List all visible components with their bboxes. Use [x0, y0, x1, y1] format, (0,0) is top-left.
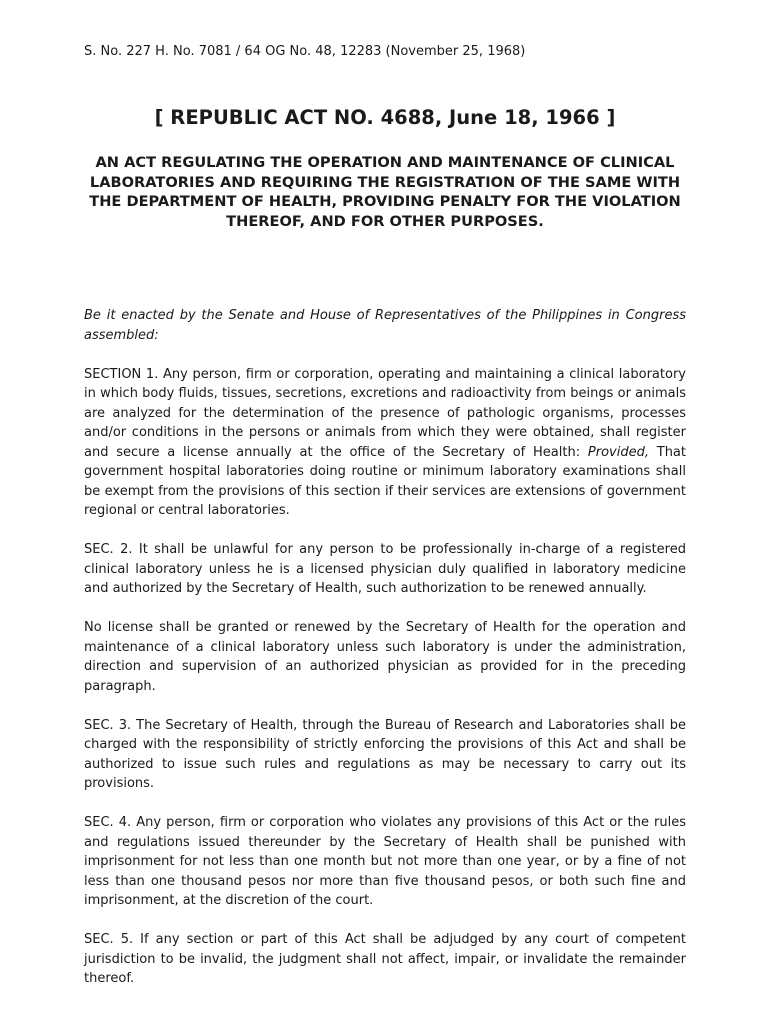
section-1-text: SECTION 1. Any person, firm or corporation, operating and maintaining a clinical laboratory in which body fluids, tissues, secretions, excretions and radioactivity from beings or animals are analyzed for the determination of the presence of pathologic organisms, processes and/or conditions in the persons or animals from which they were obtained, shall register and secure a license annually at the office of the Secretary of Health:: [84, 366, 686, 460]
enacting-clause: Be it enacted by the Senate and House of Representatives of the Philippines in Congress assembled:: [84, 308, 686, 343]
reference-line: S. No. 227 H. No. 7081 / 64 OG No. 48, 12283 (November 25, 1968): [84, 44, 526, 59]
section-1-proviso: That government hospital laboratories doing routine or minimum laboratory examinations shall be exempt from the provisions of this section if their services are extensions of government regional or central laboratories.: [84, 444, 686, 518]
section-2: SEC. 2. It shall be unlawful for any person to be professionally in-charge of a registered clinical laboratory unless he is a licensed physician duly qualified in laboratory medicine and authorized by the Secretary of Health, such authorization to be renewed annually.: [84, 542, 686, 596]
act-title: [ REPUBLIC ACT NO. 4688, June 18, 1966 ]: [154, 106, 616, 129]
section-1: [84, 365, 686, 521]
section-3: SEC. 3. The Secretary of Health, through the Bureau of Research and Laboratories shall be charged with the responsibility of strictly enforcing the provisions of this Act and shall be authorized to issue such rules and regulations as may be necessary to carry out its provisions.: [84, 717, 686, 791]
section-2-paragraph-2: No license shall be granted or renewed by the Secretary of Health for the operation and maintenance of a clinical laboratory unless such laboratory is under the administration, direction and supervision of an authorized physician as provided for in the preceding paragraph.: [84, 620, 686, 694]
document-body: [84, 306, 686, 1008]
act-subtitle: AN ACT REGULATING THE OPERATION AND MAINTENANCE OF CLINICAL LABORATORIES AND REQUIRING THE REGISTRATION OF THE SAME WITH THE DEPARTMENT OF HEALTH, PROVIDING PENALTY FOR THE VIOLATION THEREOF, AND FOR OTHER PURPOSES.: [89, 154, 681, 230]
section-1-provided: Provided,: [587, 444, 649, 460]
section-5: SEC. 5. If any section or part of this Act shall be adjudged by any court of competent jurisdiction to be invalid, the judgment shall not affect, impair, or invalidate the remainder thereof.: [84, 932, 686, 986]
section-4: SEC. 4. Any person, firm or corporation who violates any provisions of this Act or the rules and regulations issued thereunder by the Secretary of Health shall be punished with imprisonment for not less than one month but not more than one year, or by a fine of not less than one thousand pesos nor more than five thousand pesos, or both such fine and imprisonment, at the discretion of the court.: [84, 815, 686, 908]
